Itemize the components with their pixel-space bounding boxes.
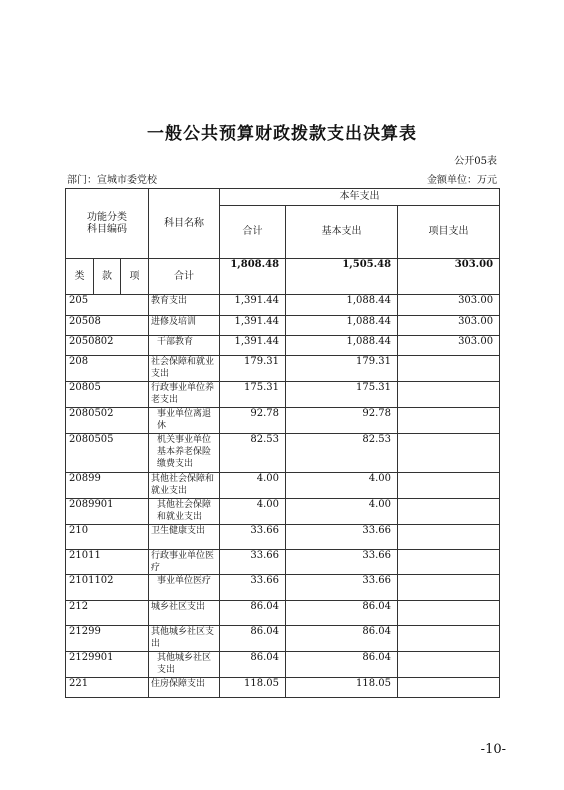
total-row-label: 合计 [149, 259, 220, 295]
table-row [66, 499, 500, 525]
row-total: 118.05 [220, 678, 286, 698]
row-basic: 1,088.44 [286, 316, 398, 336]
row-code: 210 [66, 525, 149, 550]
row-project: 303.00 [398, 295, 500, 316]
func-class-header: 功能分类 科目编码 [66, 189, 149, 259]
row-basic: 1,088.44 [286, 295, 398, 316]
total-amount: 1,808.48 [220, 259, 286, 295]
table-row [66, 473, 500, 499]
page-number: -10- [480, 742, 506, 757]
subject-name-header: 科目名称 [149, 189, 220, 259]
row-name: 社会保障和就业支出 [149, 356, 220, 382]
total-header: 合计 [220, 206, 286, 259]
table-row [66, 626, 500, 652]
table-row [66, 575, 500, 601]
row-name: 事业单位医疗 [149, 575, 220, 601]
row-name: 进修及培训 [149, 316, 220, 336]
row-basic: 33.66 [286, 550, 398, 575]
kuan-header: 款 [94, 259, 121, 295]
row-basic: 4.00 [286, 473, 398, 499]
table-row [66, 550, 500, 575]
row-code: 21011 [66, 550, 149, 575]
row-name: 机关事业单位基本养老保险缴费支出 [149, 434, 220, 473]
row-code: 21299 [66, 626, 149, 652]
department-label: 部门：宣城市委党校 [67, 175, 157, 186]
row-name: 住房保障支出 [149, 678, 220, 698]
row-total: 86.04 [220, 626, 286, 652]
row-name: 其他社会保障和就业支出 [149, 499, 220, 525]
row-basic: 175.31 [286, 382, 398, 408]
row-basic: 33.66 [286, 525, 398, 550]
year-expense-header: 本年支出 [220, 189, 500, 206]
table-row [66, 382, 500, 408]
row-project [398, 473, 500, 499]
row-total: 1,391.44 [220, 316, 286, 336]
row-total: 1,391.44 [220, 295, 286, 316]
row-project [398, 356, 500, 382]
basic-amount: 1,505.48 [286, 259, 398, 295]
row-code: 221 [66, 678, 149, 698]
row-total: 4.00 [220, 473, 286, 499]
project-header: 项目支出 [398, 206, 500, 259]
table-row [66, 601, 500, 626]
row-name: 事业单位离退休 [149, 408, 220, 434]
row-name: 行政事业单位养老支出 [149, 382, 220, 408]
row-basic: 33.66 [286, 575, 398, 601]
table-row [66, 356, 500, 382]
lei-header: 类 [66, 259, 94, 295]
expenditure-table [65, 188, 500, 698]
row-name: 教育支出 [149, 295, 220, 316]
row-code: 208 [66, 356, 149, 382]
row-project [398, 525, 500, 550]
row-code: 2089901 [66, 499, 149, 525]
row-total: 92.78 [220, 408, 286, 434]
row-basic: 1,088.44 [286, 336, 398, 356]
row-total: 33.66 [220, 550, 286, 575]
row-total: 33.66 [220, 575, 286, 601]
row-project [398, 601, 500, 626]
row-project: 303.00 [398, 316, 500, 336]
row-basic: 92.78 [286, 408, 398, 434]
row-project [398, 575, 500, 601]
table-row [66, 316, 500, 336]
table-row [66, 336, 500, 356]
row-project [398, 678, 500, 698]
basic-header: 基本支出 [286, 206, 398, 259]
row-code: 2129901 [66, 652, 149, 678]
row-total: 82.53 [220, 434, 286, 473]
row-total: 1,391.44 [220, 336, 286, 356]
table-row [66, 652, 500, 678]
row-code: 2080502 [66, 408, 149, 434]
row-code: 2080505 [66, 434, 149, 473]
page-title: 一般公共预算财政拨款支出决算表 [147, 124, 417, 144]
row-name: 其他社会保障和就业支出 [149, 473, 220, 499]
row-code: 205 [66, 295, 149, 316]
row-code: 2101102 [66, 575, 149, 601]
row-name: 城乡社区支出 [149, 601, 220, 626]
row-basic: 179.31 [286, 356, 398, 382]
row-code: 2050802 [66, 336, 149, 356]
row-basic: 118.05 [286, 678, 398, 698]
row-total: 4.00 [220, 499, 286, 525]
table-row [66, 295, 500, 316]
row-code: 212 [66, 601, 149, 626]
row-total: 86.04 [220, 652, 286, 678]
row-total: 86.04 [220, 601, 286, 626]
row-basic: 86.04 [286, 626, 398, 652]
row-project [398, 408, 500, 434]
row-project [398, 550, 500, 575]
row-total: 175.31 [220, 382, 286, 408]
table-row [66, 408, 500, 434]
row-project [398, 499, 500, 525]
unit-label: 金额单位：万元 [427, 175, 497, 186]
row-basic: 86.04 [286, 652, 398, 678]
row-name: 卫生健康支出 [149, 525, 220, 550]
row-project [398, 652, 500, 678]
row-name: 行政事业单位医疗 [149, 550, 220, 575]
row-basic: 86.04 [286, 601, 398, 626]
row-total: 33.66 [220, 525, 286, 550]
row-project: 303.00 [398, 336, 500, 356]
row-name: 干部教育 [149, 336, 220, 356]
row-code: 20899 [66, 473, 149, 499]
row-project [398, 626, 500, 652]
row-basic: 82.53 [286, 434, 398, 473]
row-total: 179.31 [220, 356, 286, 382]
row-basic: 4.00 [286, 499, 398, 525]
row-project [398, 434, 500, 473]
table-row [66, 434, 500, 473]
row-project [398, 382, 500, 408]
xiang-header: 项 [121, 259, 149, 295]
project-amount: 303.00 [398, 259, 500, 295]
row-name: 其他城乡社区支出 [149, 652, 220, 678]
row-code: 20805 [66, 382, 149, 408]
row-name: 其他城乡社区支出 [149, 626, 220, 652]
row-code: 20508 [66, 316, 149, 336]
table-row [66, 678, 500, 698]
form-code: 公开05表 [454, 156, 497, 167]
table-row [66, 525, 500, 550]
